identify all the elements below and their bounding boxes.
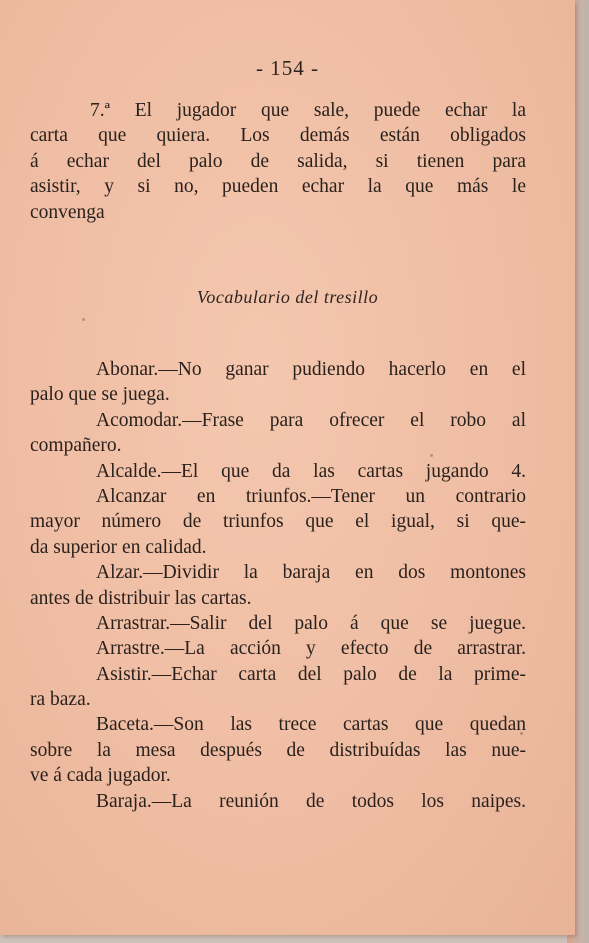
paper-speck: [520, 732, 523, 735]
rule-line: á echar del palo de salida, si tienen para: [30, 150, 526, 172]
vocab-line: Baceta.—Son las trece cartas que quedan: [96, 714, 526, 736]
vocab-line: ra baza.: [30, 689, 91, 711]
rule-line: asistir, y si no, pueden echar la que más le: [30, 176, 526, 198]
vocab-line: Alcalde.—El que da las cartas jugando 4.: [96, 460, 526, 482]
rule-line: 7.ª El jugador que sale, puede echar la: [90, 100, 526, 121]
vocab-line: Alcanzar en triunfos.—Tener un contrario: [96, 485, 526, 507]
vocab-line: palo que se juega.: [30, 384, 170, 406]
vocab-line: Acomodar.—Frase para ofrecer el robo al: [96, 409, 526, 431]
vocab-line: Alzar.—Dividir la baraja en dos montones: [96, 562, 526, 584]
vocab-line: mayor número de triunfos que el igual, si que-: [30, 511, 526, 533]
section-title: Vocabulario del tresillo: [196, 287, 379, 307]
page-number: - 154 -: [256, 56, 319, 80]
vocab-line: Arrastre.—La acción y efecto de arrastrar.: [96, 638, 526, 660]
vocabulary-list: [30, 357, 526, 814]
paper-speck: [82, 318, 85, 321]
vocab-line: ve á cada jugador.: [30, 765, 171, 787]
vocab-line: Arrastrar.—Salir del palo á que se juegue.: [96, 612, 526, 634]
vocab-line: Asistir.—Echar carta del palo de la prime-: [96, 663, 526, 685]
rule-line: convenga: [30, 201, 105, 223]
vocab-line: compañero.: [30, 435, 122, 457]
paper-speck: [430, 454, 433, 457]
vocab-line: da superior en calidad.: [30, 536, 207, 558]
vocab-line: sobre la mesa después de distribuídas las nue-: [30, 739, 526, 761]
vocab-line: antes de distribuir las cartas.: [30, 587, 252, 609]
vocab-line: Abonar.—No ganar pudiendo hacerlo en el: [96, 359, 526, 380]
rule-paragraph: [30, 98, 526, 225]
vocab-line: Baraja.—La reunión de todos los naipes.: [96, 790, 526, 812]
rule-line: carta que quiera. Los demás están obligados: [30, 125, 526, 147]
